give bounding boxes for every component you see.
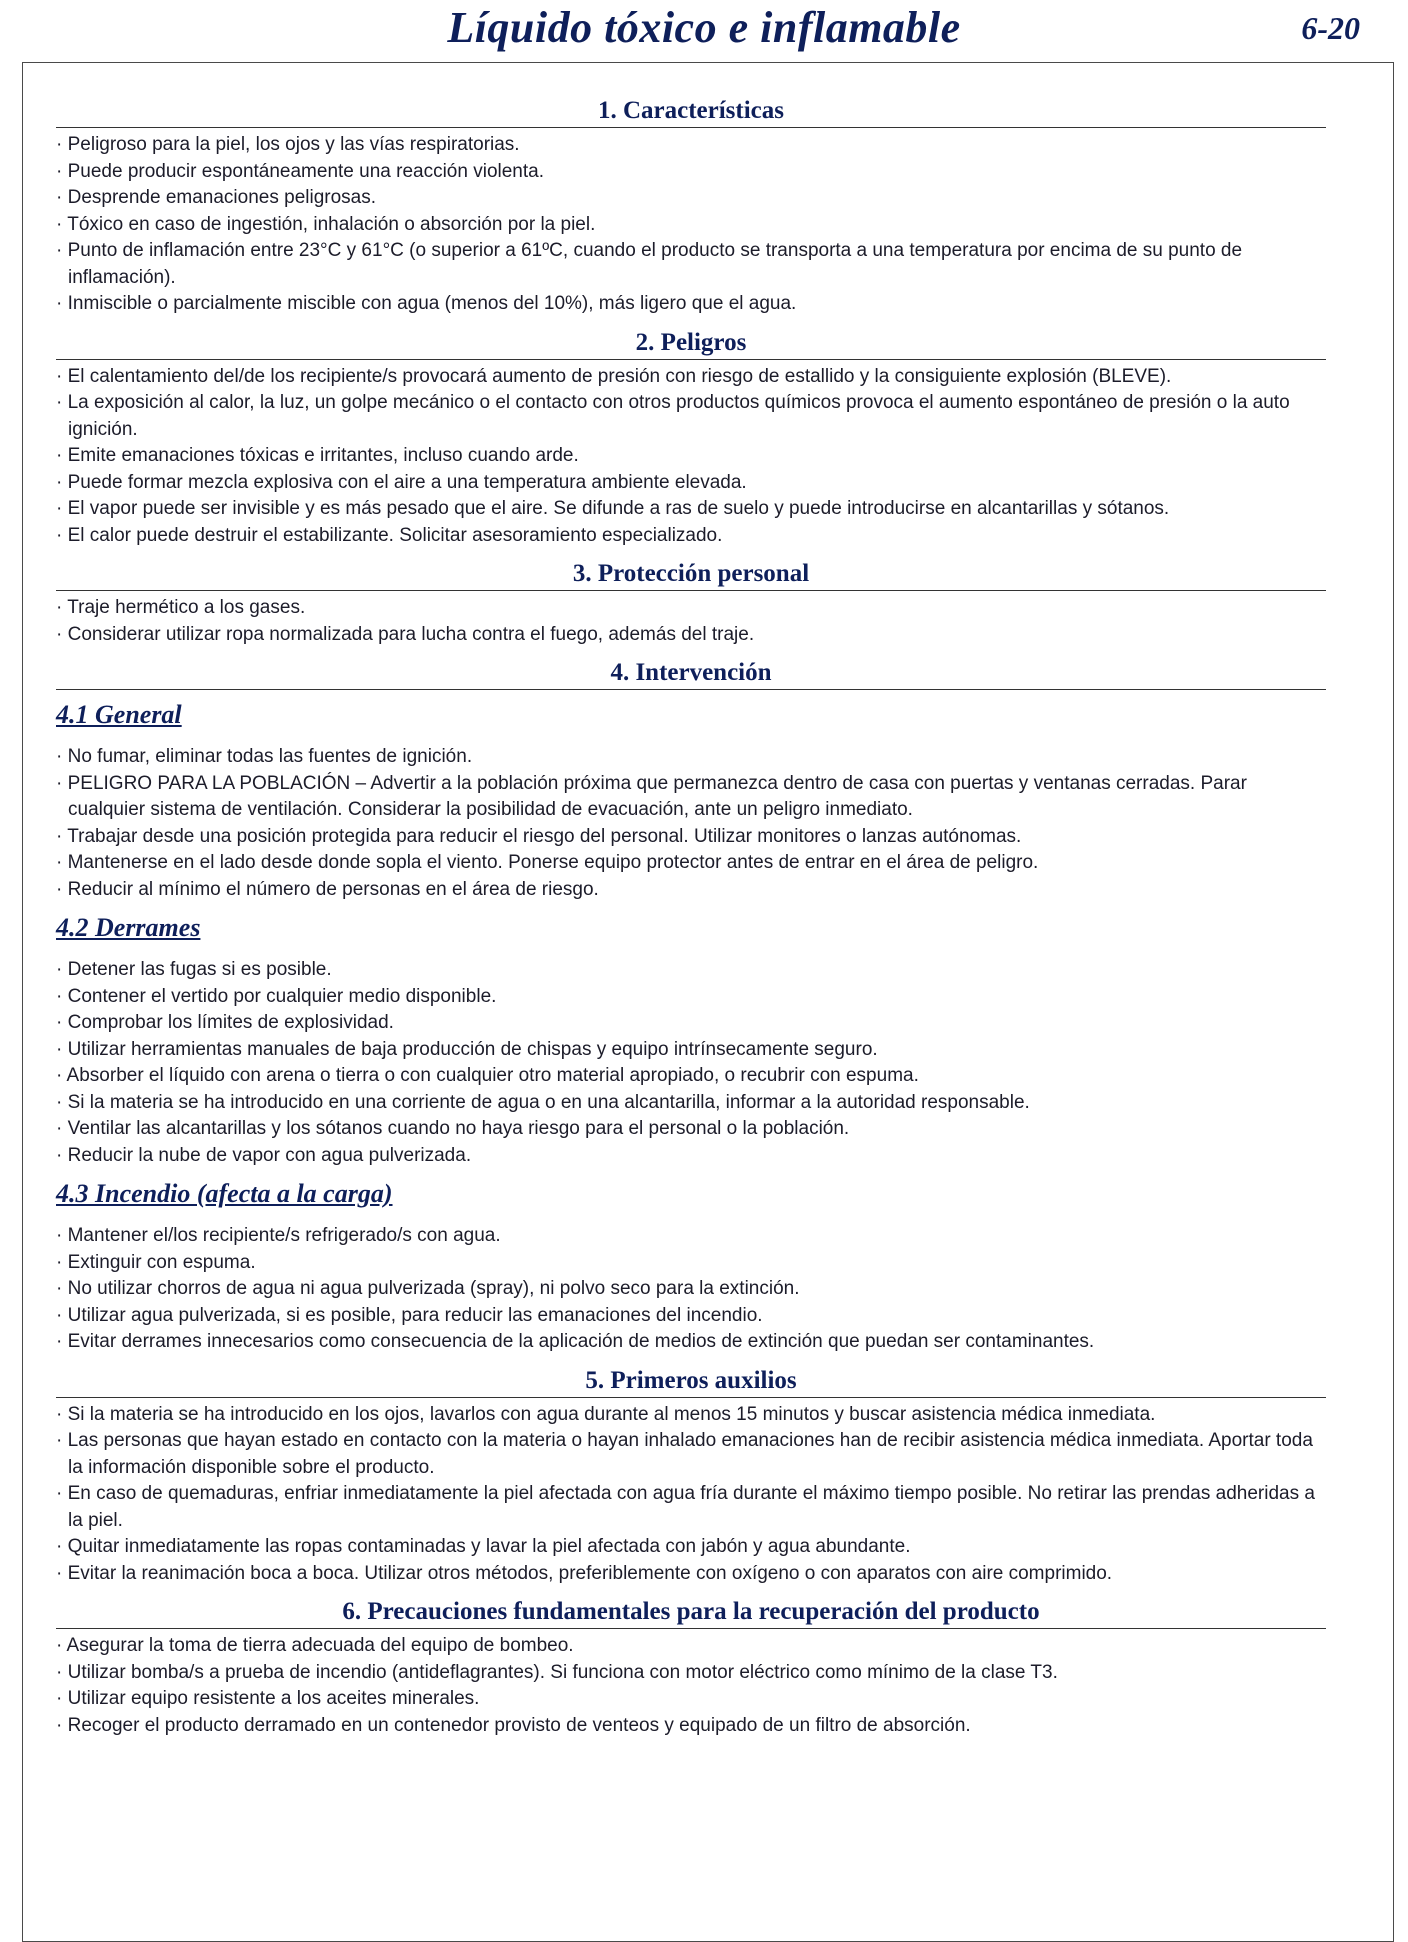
list-item: · Si la materia se ha introducido en los ojos, lavarlos con agua durante al menos 15 minutos y buscar asistencia médica inmediata. (56, 1403, 1156, 1425)
section-heading: 5. Primeros auxilios (56, 1366, 1326, 1398)
list-item: · Utilizar equipo resistente a los aceites minerales. (56, 1688, 480, 1709)
subsection-spills (56, 913, 1326, 1169)
section-heading: 2. Peligros (56, 328, 1326, 360)
subsection-heading: 4.3 Incendio (afecta a la carga) (56, 1179, 393, 1208)
list-item: · Asegurar la toma de tierra adecuada del equipo de bombeo. (56, 1635, 574, 1656)
document-title: Líquido tóxico e inflamable (447, 3, 961, 52)
subsection-general (56, 700, 1326, 903)
list-item: · La exposición al calor, la luz, un golpe mecánico o el contacto con otros productos químicos provoca el aumento espontáneo de presión o la auto ignición. (56, 392, 1290, 440)
item-list (56, 744, 1326, 903)
item-list (56, 595, 1326, 648)
subsection-fire (56, 1179, 1326, 1356)
list-item: · Utilizar agua pulverizada, si es posible, para reducir las emanaciones del incendio. (56, 1304, 763, 1326)
list-item: · Detener las fugas si es posible. (56, 959, 332, 980)
list-item: · Evitar la reanimación boca a boca. Utilizar otros métodos, preferiblemente con oxígeno o con aparatos con aire comprimido. (56, 1562, 1113, 1584)
section-characteristics (56, 96, 1326, 318)
list-item: · En caso de quemaduras, enfriar inmediatamente la piel afectada con agua fría durante el máximo tiempo posible. No retirar las prendas adheridas a la piel. (56, 1483, 1315, 1531)
section-first-aid (56, 1366, 1326, 1588)
list-item: · Considerar utilizar ropa normalizada para lucha contra el fuego, además del traje. (56, 623, 755, 645)
list-item: · Desprende emanaciones peligrosas. (56, 187, 377, 208)
section-hazards (56, 328, 1326, 550)
list-item: · Peligroso para la piel, los ojos y las vías respiratorias. (56, 134, 520, 155)
list-item: · El calentamiento del/de los recipiente/s provocará aumento de presión con riesgo de estallido y la consiguiente explosión (BLEVE). (56, 365, 1172, 387)
section-intervention (56, 658, 1326, 1356)
item-list (56, 1633, 1326, 1739)
list-item: · Las personas que hayan estado en contacto con la materia o hayan inhalado emanaciones han de recibir asistencia médica inmediata. Aportar toda la información disponible sobre el producto. (56, 1430, 1313, 1478)
list-item: · No fumar, eliminar todas las fuentes de ignición. (56, 746, 473, 767)
list-item: · Mantenerse en el lado desde donde sopla el viento. Ponerse equipo protector antes de entrar en el área de peligro. (56, 852, 1039, 873)
item-list (56, 957, 1326, 1169)
list-item: · PELIGRO PARA LA POBLACIÓN – Advertir a la población próxima que permanezca dentro de casa con puertas y ventanas cerradas. Parar cualquier sistema de ventilación. Considerar la posibilidad de evacuación, ante un peligro inmediato. (56, 772, 1247, 820)
list-item: · Traje hermético a los gases. (56, 597, 306, 618)
page-header (0, 0, 1408, 62)
list-item: · Reducir al mínimo el número de personas en el área de riesgo. (56, 878, 599, 900)
section-personal-protection (56, 559, 1326, 648)
list-item: · Trabajar desde una posición protegida para reducir el riesgo del personal. Utilizar monitores o lanzas autónomas. (56, 825, 1022, 847)
item-list (56, 132, 1326, 318)
list-item: · Inmiscible o parcialmente miscible con agua (menos del 10%), más ligero que el agua. (56, 293, 797, 314)
list-item: · Utilizar bomba/s a prueba de incendio (antideflagrantes). Si funciona con motor eléctrico como mínimo de la clase T3. (56, 1661, 1058, 1683)
section-heading: 3. Protección personal (56, 559, 1326, 591)
list-item: · Evitar derrames innecesarios como consecuencia de la aplicación de medios de extinción que puedan ser contaminantes. (56, 1331, 1095, 1352)
list-item: · Reducir la nube de vapor con agua pulverizada. (56, 1144, 472, 1166)
list-item: · Mantener el/los recipiente/s refrigerado/s con agua. (56, 1225, 501, 1246)
item-list (56, 1402, 1326, 1588)
list-item: · Recoger el producto derramado en un contenedor provisto de venteos y equipado de un filtro de absorción. (56, 1714, 971, 1736)
list-item: · Ventilar las alcantarillas y los sótanos cuando no haya riesgo para el personal o la población. (56, 1118, 850, 1139)
item-list (56, 364, 1326, 550)
list-item: · Utilizar herramientas manuales de baja producción de chispas y equipo intrínsecamente seguro. (56, 1038, 878, 1060)
section-heading: 6. Precauciones fundamentales para la recuperación del producto (56, 1597, 1326, 1629)
list-item: · Puede formar mezcla explosiva con el aire a una temperatura ambiente elevada. (56, 471, 747, 493)
list-item: · Extinguir con espuma. (56, 1251, 256, 1273)
subsection-heading: 4.2 Derrames (56, 913, 201, 942)
list-item: · Puede producir espontáneamente una reacción violenta. (56, 160, 544, 182)
list-item: · El vapor puede ser invisible y es más pesado que el aire. Se difunde a ras de suelo y puede introducirse en alcantarillas y sótanos. (56, 498, 1170, 519)
list-item: · Comprobar los límites de explosividad. (56, 1012, 394, 1033)
list-item: · Absorber el líquido con arena o tierra o con cualquier otro material apropiado, o recubrir con espuma. (56, 1065, 919, 1086)
list-item: · Emite emanaciones tóxicas e irritantes, incluso cuando arde. (56, 445, 579, 466)
list-item: · Tóxico en caso de ingestión, inhalación o absorción por la piel. (56, 213, 596, 235)
subsection-heading: 4.1 General (56, 700, 182, 729)
document-body (56, 96, 1326, 1749)
section-heading: 4. Intervención (56, 658, 1326, 690)
section-product-recovery (56, 1597, 1326, 1739)
page-number: 6-20 (1301, 10, 1360, 46)
list-item: · El calor puede destruir el estabilizante. Solicitar asesoramiento especializado. (56, 524, 723, 546)
list-item: · Quitar inmediatamente las ropas contaminadas y lavar la piel afectada con jabón y agua abundante. (56, 1536, 911, 1557)
list-item: · Si la materia se ha introducido en una corriente de agua o en una alcantarilla, informar a la autoridad responsable. (56, 1091, 1030, 1113)
section-heading: 1. Características (56, 96, 1326, 128)
item-list (56, 1223, 1326, 1356)
list-item: · No utilizar chorros de agua ni agua pulverizada (spray), ni polvo seco para la extinción. (56, 1278, 800, 1299)
list-item: · Punto de inflamación entre 23°C y 61°C (o superior a 61ºC, cuando el producto se transporta a una temperatura por encima de su punto de inflamación). (56, 240, 1243, 288)
list-item: · Contener el vertido por cualquier medio disponible. (56, 985, 497, 1007)
